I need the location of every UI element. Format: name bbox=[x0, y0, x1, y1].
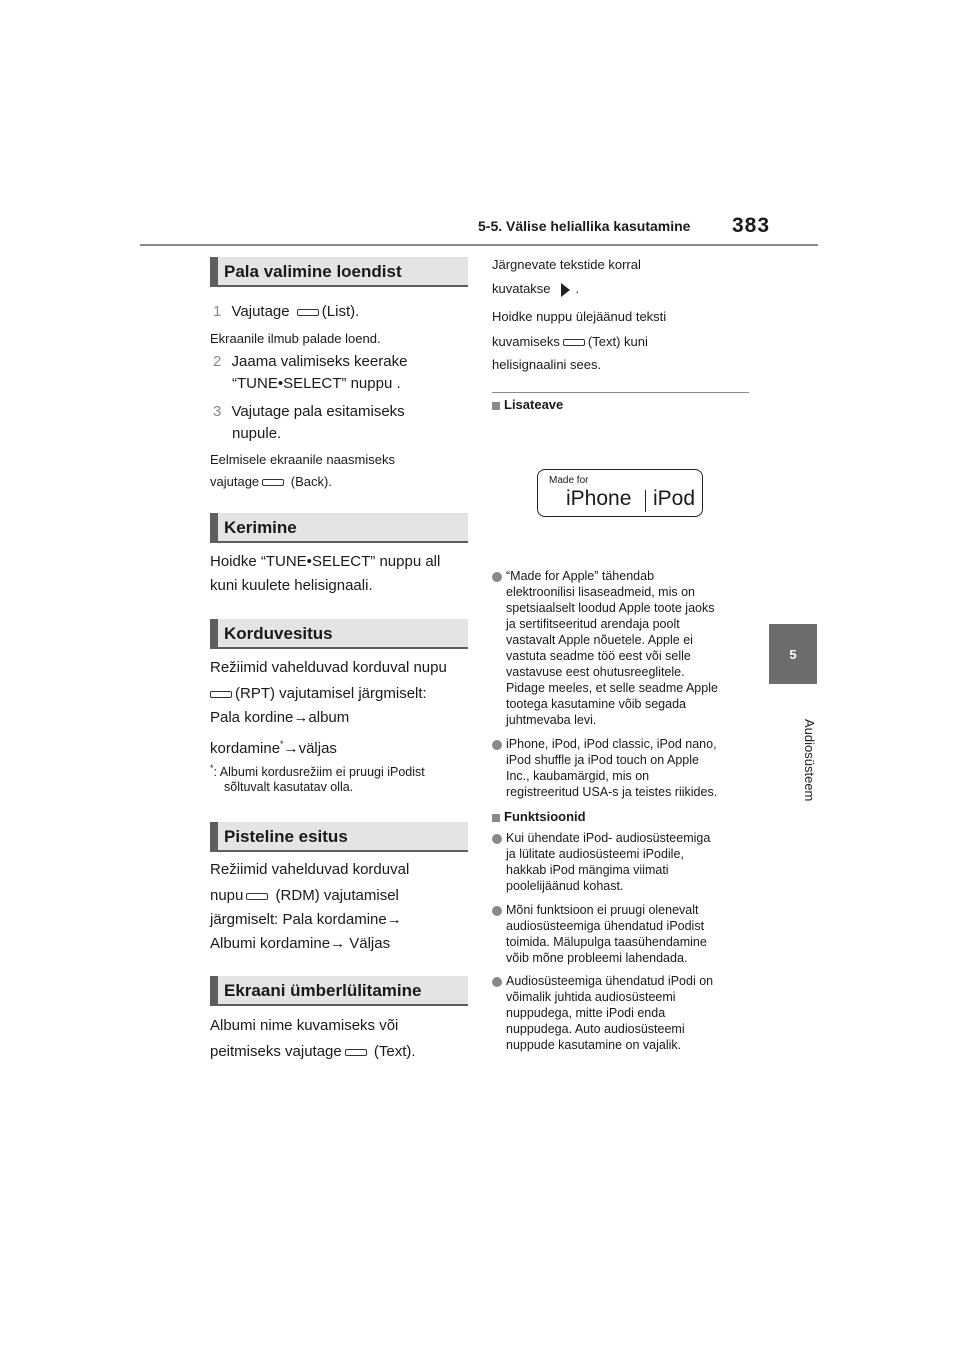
arrow-symbol: → bbox=[330, 935, 346, 952]
list-item-line: nuppudega, mitte iPodi enda bbox=[506, 1006, 666, 1020]
body-text bbox=[210, 910, 402, 930]
list-item-line: elektroonilisi lisaseadmeid, mis on bbox=[506, 585, 695, 599]
list-item-line: Pidage meeles, et selle seadme Apple bbox=[506, 681, 718, 695]
step-3 bbox=[213, 402, 405, 422]
step-2 bbox=[213, 352, 407, 372]
body-text bbox=[210, 684, 427, 704]
note-text-part: vajutage bbox=[210, 474, 260, 489]
list-item-line: juhtmevaba levi. bbox=[506, 713, 597, 727]
list-item-line: hakkab iPod mängima viimati bbox=[506, 863, 669, 877]
body-text: helisignaalini sees. bbox=[492, 357, 602, 372]
list-item-line: vastavalt Apple nõuetele. Apple ei bbox=[506, 633, 693, 647]
badge-iphone: iPhone bbox=[566, 487, 632, 510]
list-item-line: audiosüsteemiga ühendatud iPodist bbox=[506, 919, 705, 933]
step-number: 3 bbox=[213, 403, 222, 420]
badge-made-for: Made for bbox=[549, 475, 589, 486]
list-item-line: võib mõne probleemi lahendada. bbox=[506, 951, 688, 965]
body-text: Režiimid vahelduvad korduval nupu bbox=[210, 659, 447, 676]
step-number: 1 bbox=[213, 303, 222, 320]
list-item-line: “Made for Apple” tähendab bbox=[506, 569, 655, 583]
step-number: 2 bbox=[213, 353, 222, 370]
list-item bbox=[492, 973, 750, 1053]
list-item-line: tootega kasutamine võib segada bbox=[506, 697, 686, 711]
note-text: Ekraanile ilmub palade loend. bbox=[210, 331, 381, 346]
play-arrow-icon bbox=[561, 283, 570, 297]
body-text: kuni kuulete helisignaali. bbox=[210, 577, 373, 594]
body-text-part: kuvamiseks bbox=[492, 334, 560, 349]
body-text-part: kordamine bbox=[210, 740, 281, 757]
body-text-part: (RPT) vajutamisel järgmiselt: bbox=[235, 685, 427, 702]
body-text: Hoidke nuppu ülejäänud teksti bbox=[492, 309, 667, 324]
chapter-label: Audiosüsteem bbox=[802, 718, 817, 802]
list-item-line: ja lülitate audiosüsteemi iPodile, bbox=[506, 847, 684, 861]
body-text bbox=[210, 734, 337, 759]
list-item-line: võimalik juhtida audiosüsteemi bbox=[506, 990, 676, 1004]
text-button-icon bbox=[563, 339, 585, 346]
list-item-line: ja sertifitseeritud arendaja poolt bbox=[506, 617, 680, 631]
body-text-part: Väljas bbox=[345, 935, 391, 952]
footnote bbox=[210, 760, 425, 780]
body-text-part: (RDM) vajutamisel bbox=[275, 887, 399, 904]
arrow-symbol: → bbox=[386, 911, 402, 928]
step-text: nupule. bbox=[232, 425, 282, 442]
list-item bbox=[492, 902, 750, 966]
badge-separator bbox=[645, 490, 646, 512]
bullet-dot-icon bbox=[492, 834, 502, 844]
list-item-line: Mõni funktsioon ei pruugi olenevalt bbox=[506, 903, 699, 917]
section-heading-pisteline-esitus: Pisteline esitus bbox=[210, 822, 468, 852]
chapter-number: 5 bbox=[789, 646, 797, 662]
arrow-symbol: → bbox=[293, 709, 309, 726]
section-divider bbox=[492, 392, 749, 393]
list-item-line: spetsiaalselt loodud Apple toote jaoks bbox=[506, 601, 715, 615]
body-text-part: kuvatakse bbox=[492, 281, 551, 296]
body-text-part: (Text). bbox=[373, 1043, 416, 1060]
body-text bbox=[210, 1042, 416, 1062]
step-1 bbox=[213, 302, 359, 322]
list-item-line: Audiosüsteemiga ühendatud iPodi on bbox=[506, 974, 714, 988]
step-text: Vajutage bbox=[231, 303, 290, 320]
step-text: “TUNE•SELECT” nuppu . bbox=[232, 375, 401, 392]
step-text: (List). bbox=[321, 303, 360, 320]
section-heading-kerimine: Kerimine bbox=[210, 513, 468, 543]
subheading-text: Funktsioonid bbox=[504, 809, 586, 824]
step-text: Vajutage pala esitamiseks bbox=[231, 403, 405, 420]
bullet-dot-icon bbox=[492, 740, 502, 750]
body-text-part: järgmiselt: Pala kordamine bbox=[210, 911, 387, 928]
subheading-lisateave bbox=[492, 396, 563, 414]
footnote-marker: * bbox=[280, 739, 284, 749]
list-item bbox=[492, 568, 750, 728]
section-header: 5-5. Välise heliallika kasutamine bbox=[478, 218, 691, 234]
body-text-part: . bbox=[575, 281, 580, 296]
body-text bbox=[210, 886, 399, 906]
section-heading-ekraani: Ekraani ümberlülitamine bbox=[210, 976, 468, 1006]
bullet-dot-icon bbox=[492, 906, 502, 916]
footnote-part: Albumi kordusrežiim ei pruugi iPodist bbox=[219, 765, 425, 780]
footnote-part: : bbox=[213, 765, 217, 780]
footnote: sõltuvalt kasutatav olla. bbox=[224, 780, 354, 794]
subheading-text: Lisateave bbox=[504, 397, 564, 412]
body-text: Režiimid vahelduvad korduval bbox=[210, 861, 410, 878]
badge-ipod: iPod bbox=[653, 487, 696, 510]
footnote-marker: * bbox=[210, 763, 214, 773]
note-text bbox=[210, 473, 332, 491]
note-text-part: (Back). bbox=[290, 474, 332, 489]
square-bullet-icon bbox=[492, 402, 500, 410]
list-item-line: nuppude kasutamine on vajalik. bbox=[506, 1038, 682, 1052]
list-item bbox=[492, 830, 750, 894]
list-item-line: vastuta seadme töö eest või selle bbox=[506, 649, 691, 663]
body-text-part: Pala kordine bbox=[210, 709, 294, 726]
back-button-icon bbox=[262, 479, 284, 486]
section-heading-korduvesitus: Korduvesitus bbox=[210, 619, 468, 649]
note-text: Eelmisele ekraanile naasmiseks bbox=[210, 452, 395, 467]
text-button-icon bbox=[345, 1049, 367, 1056]
list-item-line: nuppudega. Auto audiosüsteemi bbox=[506, 1022, 685, 1036]
subheading-funktsioonid bbox=[492, 808, 586, 826]
header-divider bbox=[140, 244, 818, 246]
page-number: 383 bbox=[732, 214, 771, 237]
list-item-line: vastavuse eest ohutusreeglitele. bbox=[506, 665, 685, 679]
list-item-line: Kui ühendate iPod- audiosüsteemiga bbox=[506, 831, 711, 845]
body-text-part: väljas bbox=[298, 740, 337, 757]
body-text-part: album bbox=[308, 709, 350, 726]
list-item bbox=[492, 736, 750, 800]
list-item-line: poolelijäänud kohast. bbox=[506, 879, 624, 893]
step-text: Jaama valimiseks keerake bbox=[231, 353, 408, 370]
list-item-line: iPhone, iPod, iPod classic, iPod nano, bbox=[506, 737, 717, 751]
rpt-button-icon bbox=[210, 691, 232, 698]
body-text bbox=[492, 333, 648, 351]
body-text-part: peitmiseks vajutage bbox=[210, 1043, 342, 1060]
list-item-line: Inc., kaubamärgid, mis on bbox=[506, 769, 650, 783]
body-text: Hoidke “TUNE•SELECT” nuppu all bbox=[210, 553, 441, 570]
arrow-symbol: → bbox=[283, 740, 299, 757]
list-item-line: iPod shuffle ja iPod touch on Apple bbox=[506, 753, 699, 767]
list-item-line: registreeritud USA-s ja teistes riikides. bbox=[506, 785, 718, 799]
rdm-button-icon bbox=[246, 893, 268, 900]
bullet-dot-icon bbox=[492, 977, 502, 987]
list-button-icon bbox=[297, 309, 319, 316]
chapter-tab bbox=[769, 624, 817, 684]
body-text bbox=[210, 708, 349, 728]
body-text: Järgnevate tekstide korral bbox=[492, 257, 641, 272]
list-item-line: toimida. Mälupulga taasühendamine bbox=[506, 935, 707, 949]
square-bullet-icon bbox=[492, 814, 500, 822]
body-text bbox=[492, 280, 579, 298]
body-text-part: (Text) kuni bbox=[587, 334, 648, 349]
bullet-dot-icon bbox=[492, 572, 502, 582]
body-text bbox=[210, 934, 390, 954]
body-text: Albumi nime kuvamiseks või bbox=[210, 1017, 399, 1034]
section-heading-pala-valimine: Pala valimine loendist bbox=[210, 257, 468, 287]
body-text-part: nupu bbox=[210, 887, 244, 904]
body-text-part: Albumi kordamine bbox=[210, 935, 331, 952]
made-for-iphone-ipod-badge bbox=[537, 469, 703, 517]
